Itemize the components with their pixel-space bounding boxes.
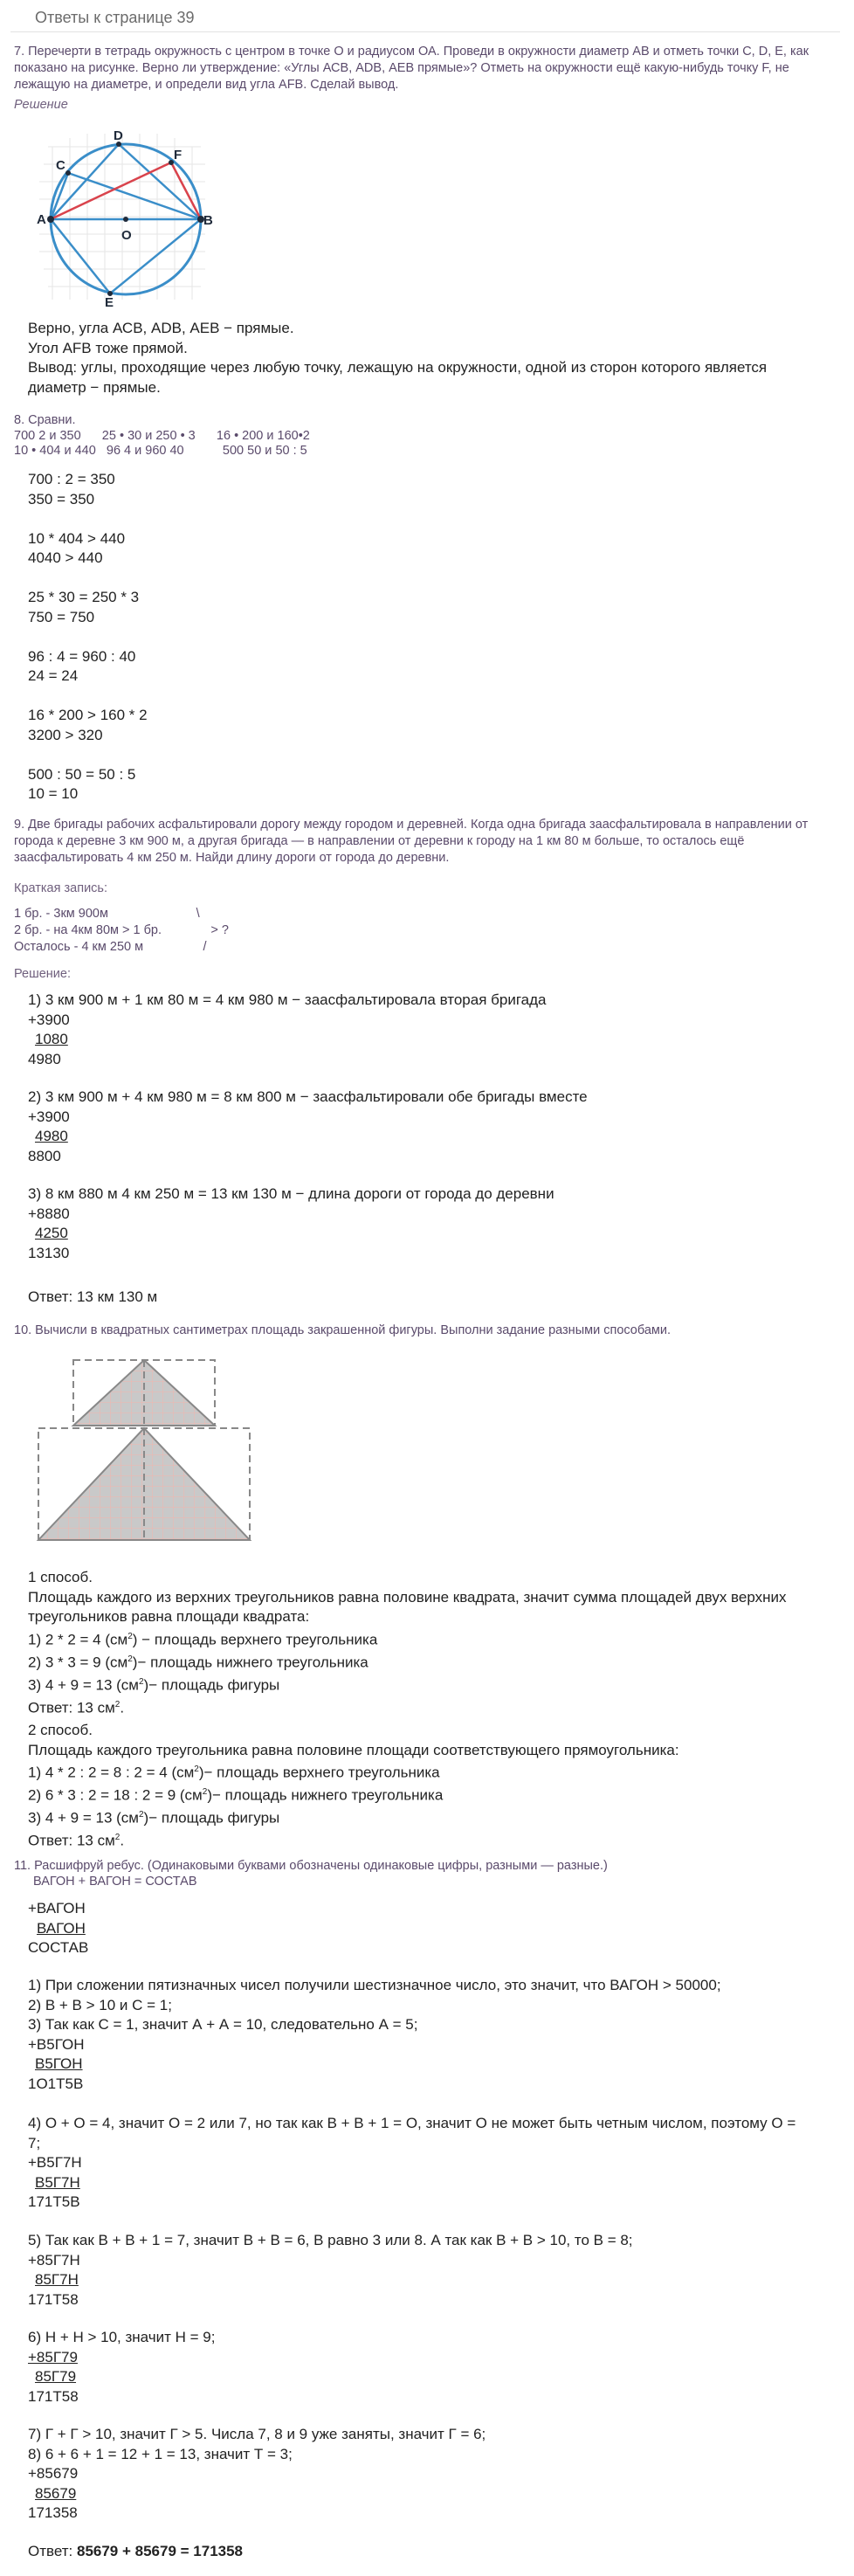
task9-step3 [28,1184,554,1263]
task8-line: 24 = 24 [28,667,79,684]
calc-line: В5Г7Н [35,2173,80,2191]
task11-step5 [28,2231,633,2310]
step-text: 4) О + О = 4, значит О = 2 или 7, но так как В + В + 1 = О, значит О не может быть четным числом, поэтому О = [28,2115,796,2131]
step-text: 1) При сложении пятизначных чисел получили шестизначное число, это значит, что ВАГОН > 50000; [28,1977,721,1993]
step-text: 3) 8 км 880 м 4 км 250 м = 13 км 130 м − длина дороги от города до деревни [28,1185,554,1202]
task9-short-line: 2 бр. - на 4км 80м > 1 бр. > ? [14,923,229,937]
task11-equation: ВАГОН + ВАГОН = СОСТАВ [33,1875,197,1889]
method-line: 3) 4 + 9 = 13 $(см^2)-$ площадь фигуры [28,1676,280,1694]
method-title: 2 способ. [28,1722,93,1738]
method-answer: Ответ: 13 $см^2$. [28,1699,125,1716]
label-b: B [203,213,213,228]
method-text: Площадь каждого из верхних треугольников равна половине квадрата, значит сумма площадей двух верхних [28,1588,787,1606]
task7-answer-line: Вывод: углы, проходящие через любую точку, лежащую на окружности, одной из сторон которого является [28,359,768,376]
task8-line [28,687,148,707]
method-title: 1 способ. [28,1569,93,1585]
task8-line: 500 : 50 = 50 : 5 [28,765,136,783]
step-text: 1) 3 км 900 м + 1 км 80 м = 4 км 980 м − заасфальтировала вторая бригада [28,991,547,1008]
step-text: 3) Так как С = 1, значит А + А = 10, следовательно А = 5; [28,2016,418,2033]
task8-question: 8. Сравни. [14,413,76,427]
task8-line [28,569,148,589]
task8-line: 10 * 404 > 440 [28,529,126,547]
task7-question: 7. Перечерти в тетрадь окружность с центром в точке О и радиусом ОА. Проведи в окружности диаметр АВ и отметь точки С, D, Е, как показано на рисунке. Верно ли утверждение: «Углы АСВ, ADB, АЕВ прямые»? Отметь на окружности ещё какую-нибудь точку F, не лежащую на диаметре, и определи вид угла AFB. Сделай вывод. [14,45,809,92]
calc-line: +В5ГОН [28,2035,85,2053]
step-text: 2) В + В > 10 и С = 1; [28,1996,172,2013]
task9-answer: Ответ: 13 км 130 м [28,1288,158,1305]
task11-rebus [28,1899,88,1958]
task8-line: 16 * 200 > 160 * 2 [28,707,148,723]
label-o: O [121,228,132,243]
task7-solution-label: Решение [14,98,68,112]
task8-line: 4040 > 440 [28,549,103,566]
label-a: A [37,212,46,227]
page-title: Ответы к странице 39 [35,9,195,26]
calc-line: 85Г7Н [35,2271,79,2288]
task10-method1 [28,1568,787,1718]
calc-line: +3900 [28,1011,70,1028]
task11-question: 11. Расшифруй ребус. (Одинаковыми буквами обозначены одинаковые цифры, разными — разные.) [14,1859,608,1873]
calc-line: 1080 [35,1031,68,1047]
task11-steps7-8 [28,2425,486,2524]
task7-answer-line: Верно, угла АСВ, ADB, АЕВ − прямые. [28,320,294,336]
label-d: D [114,129,123,143]
calc-line: 85679 [35,2484,77,2502]
method-text: Площадь каждого треугольника равна половине площади соответствующего прямоугольника: [28,1741,679,1758]
calc-line: 4980 [35,1128,68,1144]
task8-line: 700 : 2 = 350 [28,471,115,487]
calc-line: +85679 [28,2465,79,2482]
calc-line: +8880 [28,1205,70,1222]
answer-label: Ответ: [28,2543,77,2559]
step-text: 7) Г + Г > 10, значит Г > 5. Числа 7, 8 и 9 уже заняты, значит Г = 6; [28,2426,486,2442]
calc-line: СОСТАВ [28,1939,89,1956]
task8-row: 700 2 и 350 25 • 30 и 250 • 3 16 • 200 и 160•2 [14,429,310,443]
calc-line: 4980 [28,1050,61,1067]
task7-answer-line: Угол AFB тоже прямой. [28,339,188,356]
calc-line: +85Г79 [28,2348,78,2365]
task9-step2 [28,1088,588,1166]
method-line: 2) 3 * 3 = 9 $(см^2)-$ площадь нижнего треугольника [28,1654,368,1671]
calc-line: В5ГОН [35,2055,83,2072]
calc-line: +3900 [28,1108,70,1125]
step-text: 7; [28,2134,41,2151]
task8-line: 25 * 30 = 250 * 3 [28,589,140,605]
task11-answer [28,2542,243,2562]
calc-line: +В5Г7Н [28,2154,82,2171]
calc-line: 171Т58 [28,2290,79,2308]
task7-answer-line: диаметр − прямые. [28,378,161,396]
calc-line: 171Т5В [28,2193,80,2210]
task9-step1 [28,991,546,1069]
circle-diagram [35,129,218,308]
task9-short-label: Краткая запись: [14,881,108,895]
method-text: треугольников равна площади квадрата: [28,1608,310,1625]
calc-line: ВАГОН [37,1919,86,1937]
calc-line: +ВАГОН [28,1900,86,1916]
task9-short-line: 1 бр. - 3км 900м \ [14,907,200,921]
task8-line [28,509,148,529]
task8-line [28,745,148,765]
task10-method2 [28,1721,679,1852]
calc-line: +85Г7Н [28,2251,80,2269]
task8-line: 96 : 4 = 960 : 40 [28,647,136,665]
answer-value: 85679 + 85679 = 171358 [76,2543,244,2559]
step-text: 5) Так как В + В + 1 = 7, значит В + В = 6, В равно 3 или 8. А так как В + В > 10, то В = 8; [28,2232,633,2248]
method-line: 1) 4 * 2 : 2 = 8 : 2 = 4 $(см^2)-$ площадь верхнего треугольника [28,1764,440,1781]
method-line: 1) 2 * 2 = 4 $(см^2)$ − площадь верхнего треугольника [28,1631,378,1648]
calc-line: 1О1Т5В [28,2075,84,2092]
header-divider [10,31,840,32]
method-line: 2) 6 * 3 : 2 = 18 : 2 = 9 $(см^2)-$ площадь нижнего треугольника [28,1786,444,1804]
step-text: 2) 3 км 900 м + 4 км 980 м = 8 км 800 м − заасфальтировали обе бригады вместе [28,1088,588,1105]
method-line: 3) 4 + 9 = 13 $(см^2)-$ площадь фигуры [28,1809,280,1827]
calc-line: 4250 [35,1225,68,1241]
label-e: E [105,295,114,308]
task8-solutions [28,470,148,805]
task8-line: 10 = 10 [28,785,79,802]
task7-answer [28,319,767,397]
task11-step4 [28,2114,795,2213]
task9-solution-label: Решение: [14,967,71,981]
task8-row: 10 • 404 и 440 96 4 и 960 40 500 50 и 50 : 5 [14,444,307,458]
method-answer: Ответ: 13 $см^2$. [28,1833,125,1850]
step-text: 8) 6 + 6 + 1 = 12 + 1 = 13, значит Т = 3; [28,2445,293,2462]
calc-line: 171358 [28,2504,78,2521]
calc-line: 85Г79 [35,2368,77,2385]
label-c: C [56,158,65,173]
step-text: 6) Н + Н > 10, значит Н = 9; [28,2329,216,2345]
calc-line: 171Т58 [28,2387,79,2405]
task9-short-line: Осталось - 4 км 250 м / [14,940,207,954]
task10-question: 10. Вычисли в квадратных сантиметрах площадь закрашенной фигуры. Выполни задание разными способами. [14,1323,671,1337]
triangles-figure [26,1350,262,1546]
task8-line: 3200 > 320 [28,726,103,743]
task11-steps1-3 [28,1976,721,2094]
task8-line: 350 = 350 [28,490,95,508]
calc-line: 8800 [28,1147,61,1164]
task9-question: 9. Две бригады рабочих асфальтировали дорогу между городом и деревней. Когда одна бригада заасфальтировала в направлении от города к деревне 3 км 900 м, а другая бригада — в направлении от деревни к городу на 1 км 80 м больше, то осталось ещё заасфальтировать 4 км 250 м. Найди длину дороги от города до деревни. [14,818,809,865]
task8-line: 750 = 750 [28,608,95,625]
task8-line [28,627,148,647]
calc-line: 13130 [28,1244,70,1261]
label-f: F [174,148,183,162]
task11-step6 [28,2328,215,2407]
